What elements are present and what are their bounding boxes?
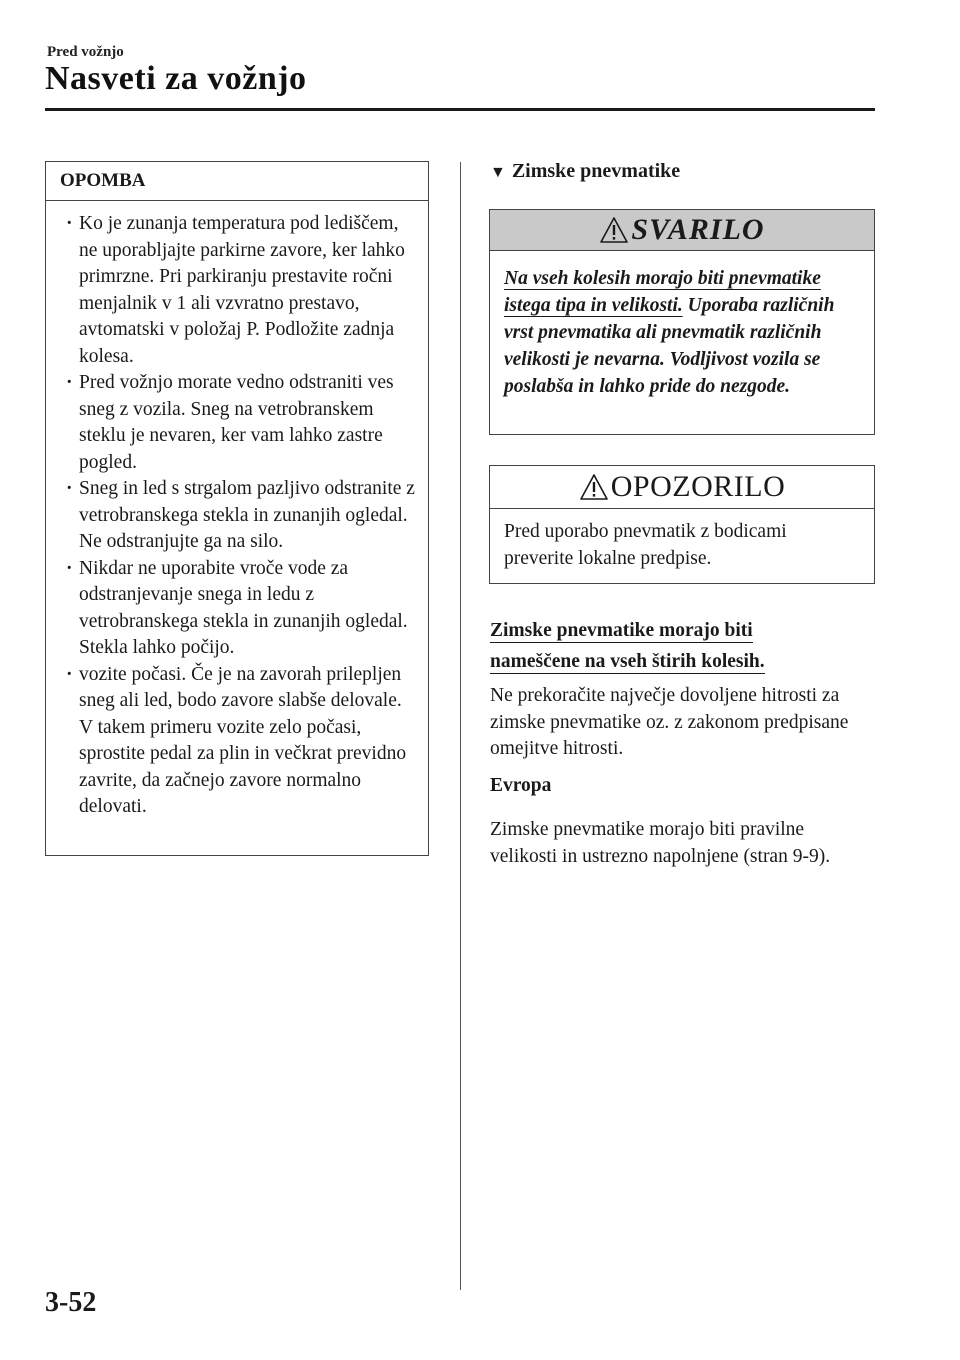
note-item: · Nikdar ne uporabite vroče vode za odstranjevanje snega in ledu z vetrobranskega stekla in zunanjih ogledal. Stekla lahko počijo.: [66, 556, 418, 662]
emphasis-line: Zimske pnevmatike morajo biti: [490, 620, 753, 641]
note-title: OPOMBA: [46, 162, 428, 201]
emphasis-line: nameščene na vseh štirih kolesih.: [490, 651, 765, 672]
warning-box: [489, 209, 875, 435]
section-kicker: Pred vožnjo: [47, 44, 124, 60]
warning-title: SVARILO: [631, 213, 765, 246]
page-number: 3-52: [45, 1287, 97, 1318]
header-rule: [45, 108, 875, 111]
warning-body: [490, 251, 874, 400]
emphasis-note: [490, 617, 765, 679]
caution-box: [489, 465, 875, 584]
warning-triangle-icon: [579, 473, 609, 501]
section-heading-text: Zimske pnevmatike: [511, 160, 681, 182]
page-title: Nasveti za vožnjo: [45, 60, 307, 97]
warning-text: Uporaba različnih vrst pnevmatika ali pnevmatik različnih velikosti je nevarna. Vodljivost vozila se poslabša in lahko pride do nezgode.: [504, 295, 835, 397]
subheading-region: Evropa: [490, 775, 552, 796]
note-item: · Ko je zunanja temperatura pod lediščem, ne uporabljajte parkirne zavore, ker lahko primrzne. Pri parkiranju prestavite ročni menjalnik v 1 ali vzvratno prestavo, avtomatski v položaj P. Podložite zadnja kolesa.: [66, 211, 418, 370]
column-divider: [460, 162, 461, 1290]
section-heading: [490, 160, 680, 183]
note-item: · vozite počasi. Če je na zavorah prilepljen sneg ali led, bodo zavore slabše delovale. V takem primeru vozite zelo počasi, sprostite pedal za plin in večkrat previdno zavrite, da začnejo zavore normalno delovati.: [66, 662, 418, 821]
paragraph-size: Zimske pnevmatike morajo biti pravilne velikosti in ustrezno napolnjene (stran 9-9).: [490, 819, 831, 867]
caution-title: OPOZORILO: [610, 470, 786, 503]
note-item: · Pred vožnjo morate vedno odstraniti ves sneg z vozila. Sneg na vetrobranskem steklu je nevaren, ker vam lahko zastre pogled.: [66, 370, 418, 476]
caution-body: Pred uporabo pnevmatik z bodicami preverite lokalne predpise.: [504, 521, 787, 569]
paragraph-speed: Ne prekoračite največje dovoljene hitrosti za zimske pnevmatike oz. z zakonom predpisane omejitve hitrosti.: [490, 685, 849, 759]
warning-header: [490, 210, 874, 251]
triangle-marker-icon: ▼: [490, 164, 506, 181]
note-item: · Sneg in led s strgalom pazljivo odstranite z vetrobranskega stekla in zunanjih ogledal. Ne odstranjujte ga na silo.: [66, 476, 418, 556]
warning-triangle-icon: [599, 216, 629, 244]
note-box: [45, 161, 429, 856]
note-list: [46, 201, 428, 821]
caution-header: [490, 466, 874, 509]
warning-underlined-text: Na vseh kolesih morajo biti pnevmatike istega tipa in velikosti.: [504, 268, 821, 316]
